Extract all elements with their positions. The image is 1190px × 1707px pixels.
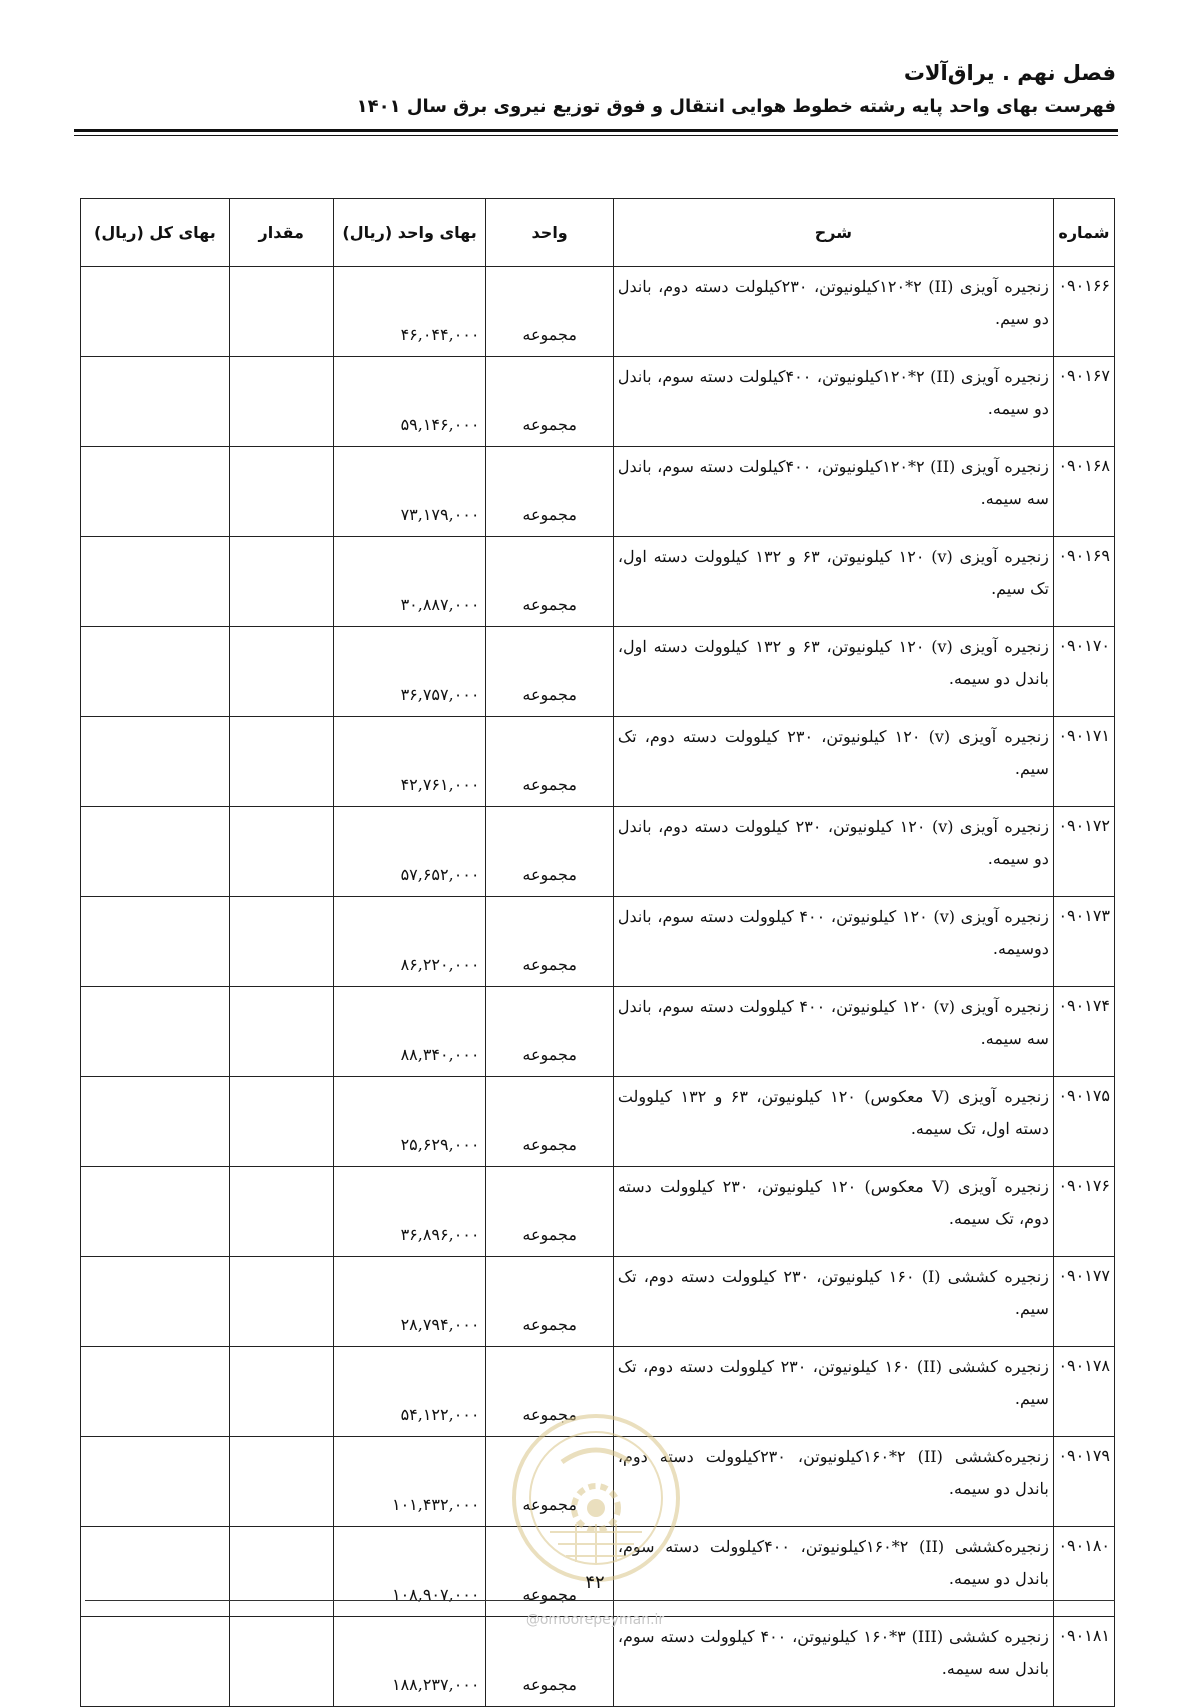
- item-quantity: [229, 717, 333, 807]
- item-quantity: [229, 897, 333, 987]
- item-unit-price: ۴۲,۷۶۱,۰۰۰: [333, 717, 486, 807]
- item-unit-price: ۱۰۸,۹۰۷,۰۰۰: [333, 1527, 486, 1617]
- column-header-description: شرح: [613, 199, 1053, 267]
- item-number: ۰۹۰۱۸۰: [1053, 1527, 1114, 1617]
- item-unit-price: ۷۳,۱۷۹,۰۰۰: [333, 447, 486, 537]
- item-unit: مجموعه: [486, 357, 613, 447]
- table-row: [81, 1257, 1115, 1347]
- item-description: زنجیره کششی (I) ۱۶۰ کیلونیوتن، ۲۳۰ کیلوولت دسته دوم، تک سیم.: [613, 1257, 1053, 1347]
- item-total-price: [81, 1257, 230, 1347]
- item-total-price: [81, 447, 230, 537]
- item-total-price: [81, 897, 230, 987]
- item-quantity: [229, 1437, 333, 1527]
- item-quantity: [229, 1167, 333, 1257]
- item-quantity: [229, 1257, 333, 1347]
- item-description: زنجیره‌کششی (II) ۱۶۰*۲کیلونیوتن، ۴۰۰کیلوولت دسته سوم، باندل دو سیمه.: [613, 1527, 1053, 1617]
- website-watermark: @omoorepeyman.ir: [525, 1612, 665, 1628]
- table-row: [81, 537, 1115, 627]
- header-rule-thick: [74, 129, 1118, 132]
- item-unit: مجموعه: [486, 1077, 613, 1167]
- item-description: زنجیره کششی (II) ۱۶۰ کیلونیوتن، ۲۳۰ کیلوولت دسته دوم، تک سیم.: [613, 1347, 1053, 1437]
- item-unit: مجموعه: [486, 447, 613, 537]
- item-total-price: [81, 1437, 230, 1527]
- item-description: زنجیره آویزی (II) ۱۲۰*۲کیلونیوتن، ۲۳۰کیلولت دسته دوم، باندل دو سیم.: [613, 267, 1053, 357]
- item-quantity: [229, 987, 333, 1077]
- item-total-price: [81, 357, 230, 447]
- item-unit: مجموعه: [486, 807, 613, 897]
- item-quantity: [229, 537, 333, 627]
- item-total-price: [81, 987, 230, 1077]
- item-description: زنجیره آویزی (v) ۱۲۰ کیلونیوتن، ۲۳۰ کیلوولت دسته دوم، باندل دو سیمه.: [613, 807, 1053, 897]
- item-total-price: [81, 1167, 230, 1257]
- item-quantity: [229, 357, 333, 447]
- item-description: زنجیره آویزی (v) ۱۲۰ کیلونیوتن، ۴۰۰ کیلوولت دسته سوم، باندل سه سیمه.: [613, 987, 1053, 1077]
- item-number: ۰۹۰۱۷۸: [1053, 1347, 1114, 1437]
- item-description: زنجیره کششی (III) ۱۶۰*۳ کیلونیوتن، ۴۰۰ کیلوولت دسته سوم، باندل سه سیمه.: [613, 1617, 1053, 1707]
- item-number: ۰۹۰۱۷۹: [1053, 1437, 1114, 1527]
- item-unit-price: ۸۶,۲۲۰,۰۰۰: [333, 897, 486, 987]
- item-number: ۰۹۰۱۷۵: [1053, 1077, 1114, 1167]
- item-unit: مجموعه: [486, 1527, 613, 1617]
- item-number: ۰۹۰۱۷۴: [1053, 987, 1114, 1077]
- item-description: زنجیره آویزی (v) ۱۲۰ کیلونیوتن، ۲۳۰ کیلوولت دسته دوم، تک سیم.: [613, 717, 1053, 807]
- chapter-title: فصل نهم . یراق‌آلات: [903, 61, 1116, 85]
- column-header-quantity: مقدار: [229, 199, 333, 267]
- table-row: [81, 627, 1115, 717]
- item-unit: مجموعه: [486, 717, 613, 807]
- table-row: [81, 1077, 1115, 1167]
- item-number: ۰۹۰۱۶۷: [1053, 357, 1114, 447]
- table-header-row: [81, 199, 1115, 267]
- item-unit: مجموعه: [486, 987, 613, 1077]
- item-description: زنجیره آویزی (v) ۱۲۰ کیلونیوتن، ۴۰۰ کیلوولت دسته سوم، باندل دوسیمه.: [613, 897, 1053, 987]
- item-unit-price: ۳۶,۷۵۷,۰۰۰: [333, 627, 486, 717]
- item-unit-price: ۵۹,۱۴۶,۰۰۰: [333, 357, 486, 447]
- item-unit: مجموعه: [486, 897, 613, 987]
- page-number: ۴۲: [585, 1572, 605, 1593]
- item-total-price: [81, 627, 230, 717]
- item-quantity: [229, 627, 333, 717]
- item-total-price: [81, 717, 230, 807]
- item-description: زنجیره آویزی (V معکوس) ۱۲۰ کیلونیوتن، ۲۳۰ کیلوولت دسته دوم، تک سیمه.: [613, 1167, 1053, 1257]
- item-total-price: [81, 537, 230, 627]
- item-number: ۰۹۰۱۷۷: [1053, 1257, 1114, 1347]
- item-unit-price: ۵۴,۱۲۲,۰۰۰: [333, 1347, 486, 1437]
- table-row: [81, 1167, 1115, 1257]
- item-total-price: [81, 1077, 230, 1167]
- table-row: [81, 807, 1115, 897]
- item-unit: مجموعه: [486, 1347, 613, 1437]
- item-unit-price: ۳۶,۸۹۶,۰۰۰: [333, 1167, 486, 1257]
- item-quantity: [229, 267, 333, 357]
- item-unit: مجموعه: [486, 1257, 613, 1347]
- item-quantity: [229, 447, 333, 537]
- table-row: [81, 1617, 1115, 1707]
- item-unit: مجموعه: [486, 1437, 613, 1527]
- item-unit-price: ۱۸۸,۲۳۷,۰۰۰: [333, 1617, 486, 1707]
- item-unit-price: ۲۸,۷۹۴,۰۰۰: [333, 1257, 486, 1347]
- table-row: [81, 897, 1115, 987]
- table-row: [81, 717, 1115, 807]
- document-title: فهرست بهای واحد پایه رشته خطوط هوایی انتقال و فوق توزیع نیروی برق سال ۱۴۰۱: [356, 96, 1116, 117]
- item-number: ۰۹۰۱۶۸: [1053, 447, 1114, 537]
- item-number: ۰۹۰۱۷۶: [1053, 1167, 1114, 1257]
- item-unit: مجموعه: [486, 537, 613, 627]
- item-unit-price: ۸۸,۳۴۰,۰۰۰: [333, 987, 486, 1077]
- item-total-price: [81, 267, 230, 357]
- item-unit: مجموعه: [486, 1617, 613, 1707]
- column-header-total-price: بهای کل (ریال): [81, 199, 230, 267]
- item-number: ۰۹۰۱۷۳: [1053, 897, 1114, 987]
- item-number: ۰۹۰۱۷۱: [1053, 717, 1114, 807]
- item-unit: مجموعه: [486, 1167, 613, 1257]
- watermark-stamp-icon: [510, 1412, 682, 1584]
- item-unit-price: ۴۶,۰۴۴,۰۰۰: [333, 267, 486, 357]
- item-quantity: [229, 1347, 333, 1437]
- item-quantity: [229, 1617, 333, 1707]
- item-unit-price: ۱۰۱,۴۳۲,۰۰۰: [333, 1437, 486, 1527]
- item-unit-price: ۲۵,۶۲۹,۰۰۰: [333, 1077, 486, 1167]
- item-description: زنجیره آویزی (V معکوس) ۱۲۰ کیلونیوتن، ۶۳ و ۱۳۲ کیلوولت دسته اول، تک سیمه.: [613, 1077, 1053, 1167]
- column-header-number: شماره: [1053, 199, 1114, 267]
- item-unit-price: ۵۷,۶۵۲,۰۰۰: [333, 807, 486, 897]
- item-description: زنجیره‌کششی (II) ۱۶۰*۲کیلونیوتن، ۲۳۰کیلوولت دسته دوم، باندل دو سیمه.: [613, 1437, 1053, 1527]
- footer-rule: [85, 1600, 1115, 1601]
- item-description: زنجیره آویزی (v) ۱۲۰ کیلونیوتن، ۶۳ و ۱۳۲ کیلوولت دسته اول، تک سیم.: [613, 537, 1053, 627]
- column-header-unit: واحد: [486, 199, 613, 267]
- table-row: [81, 267, 1115, 357]
- item-number: ۰۹۰۱۶۹: [1053, 537, 1114, 627]
- item-total-price: [81, 1347, 230, 1437]
- item-number: ۰۹۰۱۷۰: [1053, 627, 1114, 717]
- table-row: [81, 357, 1115, 447]
- item-unit-price: ۳۰,۸۸۷,۰۰۰: [333, 537, 486, 627]
- item-total-price: [81, 807, 230, 897]
- item-description: زنجیره آویزی (II) ۱۲۰*۲کیلونیوتن، ۴۰۰کیلولت دسته سوم، باندل سه سیمه.: [613, 447, 1053, 537]
- item-quantity: [229, 1077, 333, 1167]
- table-row: [81, 987, 1115, 1077]
- item-description: زنجیره آویزی (II) ۱۲۰*۲کیلونیوتن، ۴۰۰کیلولت دسته سوم، باندل دو سیمه.: [613, 357, 1053, 447]
- item-unit: مجموعه: [486, 267, 613, 357]
- header-rule-thin: [74, 135, 1118, 136]
- item-total-price: [81, 1617, 230, 1707]
- item-unit: مجموعه: [486, 627, 613, 717]
- item-description: زنجیره آویزی (v) ۱۲۰ کیلونیوتن، ۶۳ و ۱۳۲ کیلوولت دسته اول، باندل دو سیمه.: [613, 627, 1053, 717]
- table-row: [81, 447, 1115, 537]
- column-header-unit-price: بهای واحد (ریال): [333, 199, 486, 267]
- page-header: [74, 58, 1116, 122]
- item-number: ۰۹۰۱۶۶: [1053, 267, 1114, 357]
- item-number: ۰۹۰۱۸۱: [1053, 1617, 1114, 1707]
- item-quantity: [229, 807, 333, 897]
- item-number: ۰۹۰۱۷۲: [1053, 807, 1114, 897]
